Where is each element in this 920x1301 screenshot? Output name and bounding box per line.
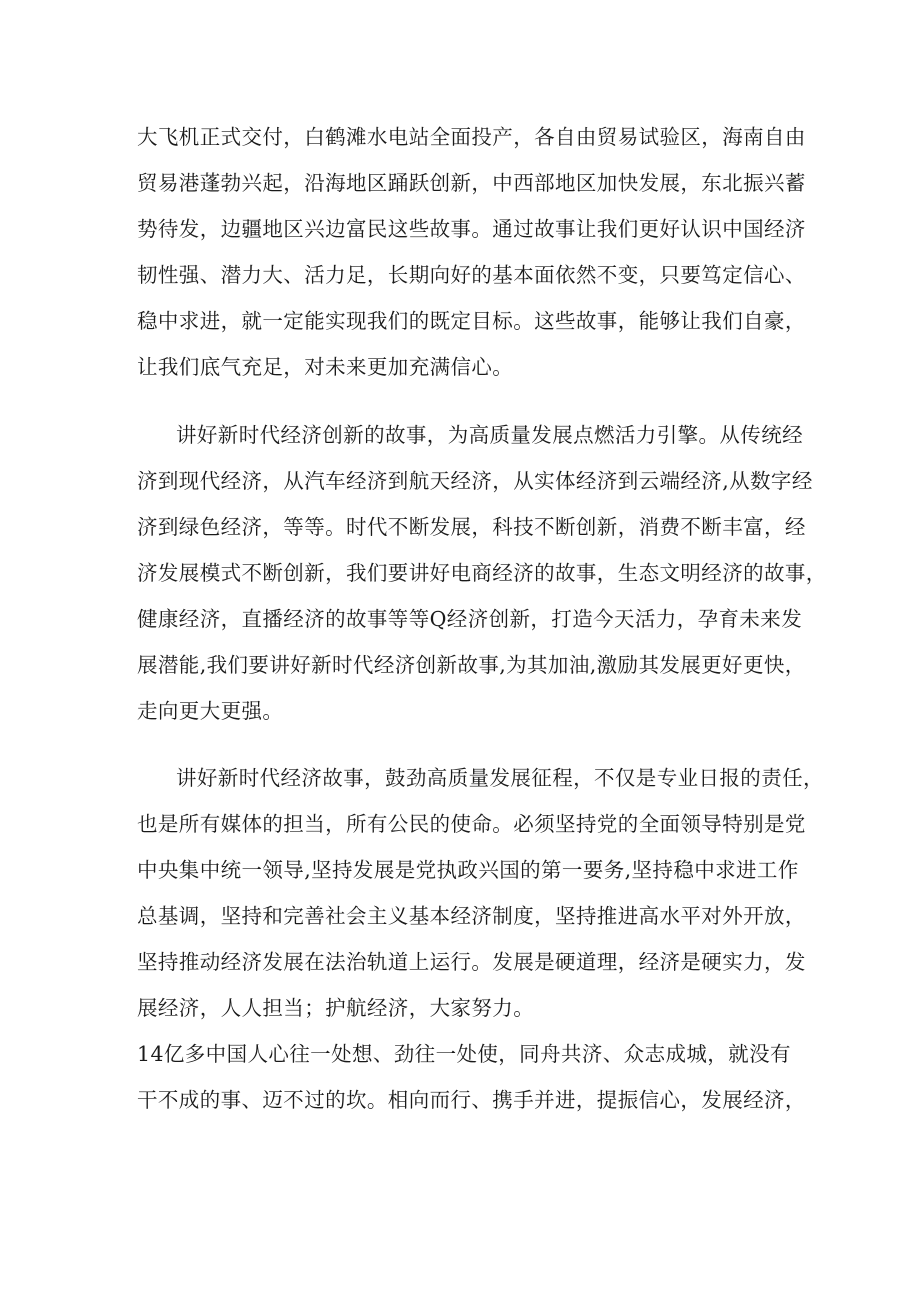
text-line: 济到现代经济，从汽车经济到航天经济，从实体经济到云端经济,从数字经 [137,469,813,493]
text-line: 贸易港蓬勃兴起，沿海地区踊跃创新，中西部地区加快发展，东北振兴蓄 [137,171,806,195]
text-line: 干不成的事、迈不过的坎。相向而行、携手并进，提振信心，发展经济， [137,1088,806,1112]
text-line: 总基调，坚持和完善社会主义基本经济制度，坚持推进高水平对外开放， [137,904,806,928]
text-line: 韧性强、潜力大、活力足，长期向好的基本面依然不变，只要笃定信心、 [137,263,806,287]
text-line: 健康经济，直播经济的故事等等Q经济创新，打造今天活力，孕育未来发 [137,607,803,631]
text-line: 讲好新时代经济故事，鼓劲高质量发展征程，不仅是专业日报的责任， [176,766,824,790]
text-line: 坚持推动经济发展在法治轨道上运行。发展是硬道理，经济是硬实力，发 [137,950,806,974]
text-line: 让我们底气充足，对未来更加充满信心。 [137,355,514,379]
text-line: 大飞机正式交付，白鹤滩水电站全面投产，各自由贸易试验区，海南自由 [137,125,806,149]
text-line: 展潜能,我们要讲好新时代经济创新故事,为其加油,激励其发展更好更快， [137,653,806,677]
text-line: 稳中求进，就一定能实现我们的既定目标。这些故事，能够让我们自豪， [137,309,806,333]
text-line: 势待发，边疆地区兴边富民这些故事。通过故事让我们更好认识中国经济 [137,217,806,241]
text-line: 14亿多中国人心往一处想、劲往一处使，同舟共济、众志成城，就没有 [137,1042,791,1066]
text-line: 中央集中统一领导,坚持发展是党执政兴国的第一要务,坚持稳中求进工作 [137,858,799,882]
text-line: 济到绿色经济，等等。时代不断发展，科技不断创新，消费不断丰富，经 [137,515,806,539]
text-line: 展经济，人人担当；护航经济，大家努力。 [137,996,535,1020]
text-line: 讲好新时代经济创新的故事，为高质量发展点燃活力引擎。从传统经 [176,423,803,447]
text-line: 济发展模式不断创新，我们要讲好电商经济的故事，生态文明经济的故事， [137,561,827,585]
text-line: 也是所有媒体的担当，所有公民的使命。必须坚持党的全面领导特别是党 [137,812,806,836]
text-line: 走向更大更强。 [137,699,284,723]
